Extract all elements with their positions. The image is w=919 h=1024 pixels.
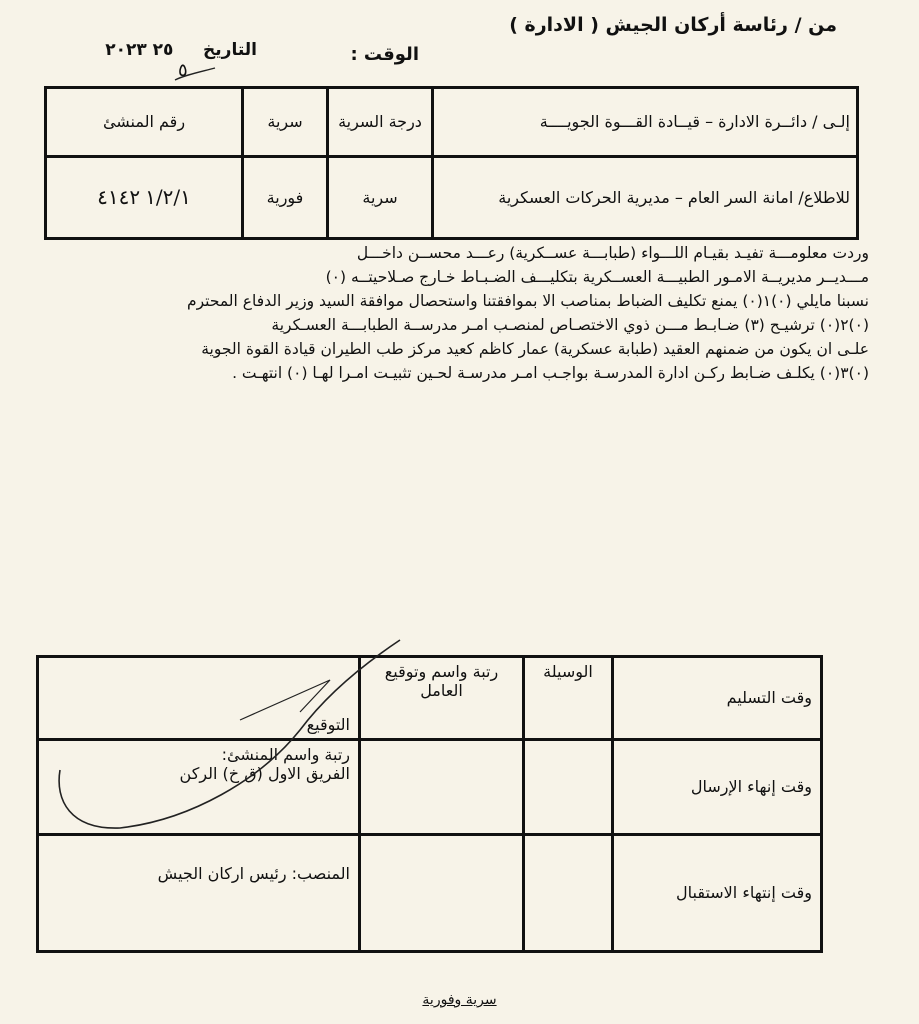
originator-rank-cell: [38, 739, 360, 834]
secrecy-header: سرية: [243, 88, 328, 157]
handwritten-number: ٤١٤٢: [97, 185, 141, 210]
priority-value: فورية: [243, 156, 328, 238]
body-line: (٠)٣(٠) يكلـف ضـابط ركـن ادارة المدرسـة بواجـب امـر مدرسـة لحـين تثبيـت امـرا لهـا (٠) انتهـت .: [232, 364, 869, 382]
originator-number-header: رقم المنشئ: [46, 88, 243, 157]
info-recipient-cell: للاطلاع/ امانة السر العام – مديرية الحركات العسكرية: [433, 156, 858, 238]
body-line: (٠)٢(٠) ترشيـح (٣) ضـابـط مـــن ذوي الاختصـاص لمنصـب امـر مدرســة الطبابـــة العسـكرية: [271, 316, 869, 334]
receive-means-cell: [524, 834, 613, 951]
originator-rank-value: الفريق الاول (ق خ) الركن: [179, 763, 350, 783]
signature-header: التوقيع: [38, 657, 360, 740]
time-label: الوقت :: [350, 44, 419, 65]
date-value: ٢٥ ٢٠٢٣: [105, 40, 174, 60]
classification-header: درجة السرية: [328, 88, 433, 157]
originator-rank-label: رتبة واسم المنشئ:: [221, 744, 350, 764]
classification-value: سرية: [328, 156, 433, 238]
receive-operator-cell: [360, 834, 524, 951]
delivery-time-label: وقت التسليم: [613, 657, 822, 740]
transmission-table: [36, 655, 823, 953]
receive-end-time-label: وقت إنتهاء الاستقبال: [613, 834, 822, 951]
send-operator-cell: [360, 739, 524, 834]
message-body: [47, 241, 869, 385]
handwritten-date-digit: ٥: [178, 60, 188, 81]
send-end-time-label: وقت إنهاء الإرسال: [613, 739, 822, 834]
body-line: علـى ان يكون من ضمنهم العقيد (طبابة عسكرية) عمار كاظم كعيد مركز طب الطيران قيادة القوة الجوية: [201, 340, 869, 358]
date-label: التاريخ: [203, 40, 257, 60]
body-line: وردت معلومـــة تفيـد بقيـام اللـــواء (طبابـــة عســكرية) رعـــد محســن داخـــل: [356, 244, 869, 262]
operator-header: رتبة واسم وتوقيع العامل: [360, 657, 524, 740]
footer-classification: سرية وفورية: [422, 992, 497, 1008]
body-line: نسبنا مايلي (٠)١(٠) يمنع تكليف الضباط بمناصب الا بموافقتنا واستحصال موافقة السيد وزير الدفاع المحترم: [187, 292, 869, 310]
date-field: [105, 40, 257, 60]
originator-number-value: [46, 156, 243, 238]
number-value: ١/٢/١: [145, 185, 191, 210]
routing-table: [44, 86, 859, 240]
body-line: مـــديــر مديريــة الامـور الطبيـــة العســكرية بتكليـــف الضـبـاط خـارج صـلاحيتــه (٠): [325, 268, 869, 286]
send-means-cell: [524, 739, 613, 834]
position-cell: المنصب: رئيس اركان الجيش: [38, 834, 360, 951]
recipient-cell: إلـى / دائــرة الادارة – قيــادة القـــوة الجويــــة: [433, 88, 858, 157]
means-header: الوسيلة: [524, 657, 613, 740]
sender-heading: من / رئاسة أركان الجيش ( الادارة ): [509, 14, 837, 36]
